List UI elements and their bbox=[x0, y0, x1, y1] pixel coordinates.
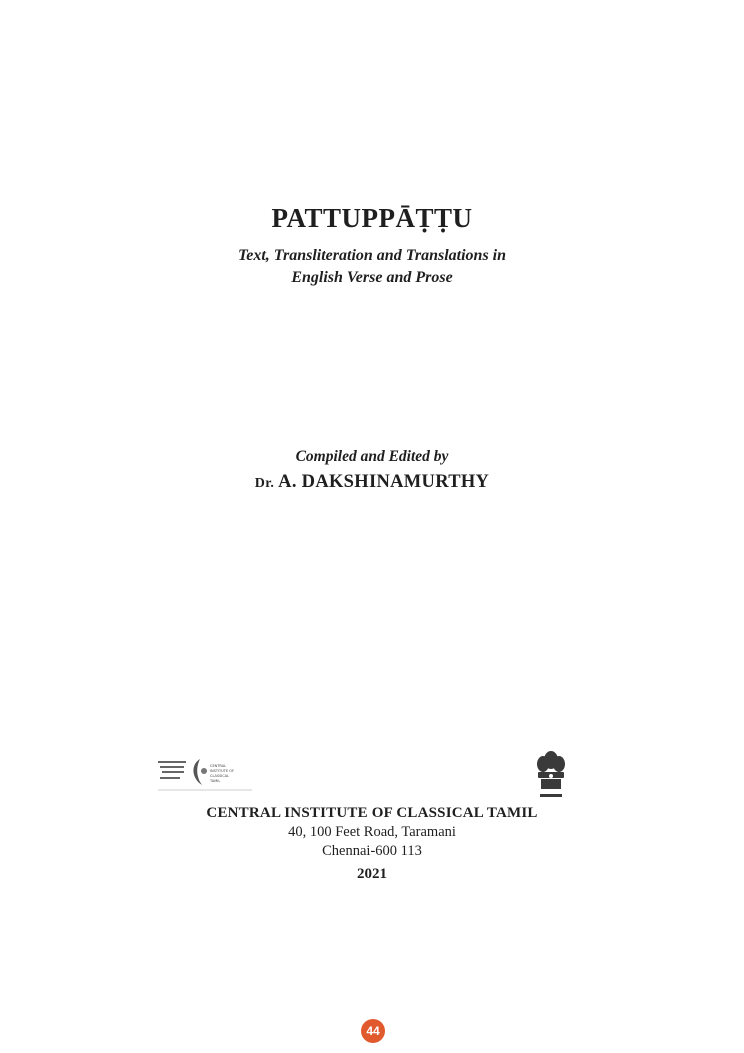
author-name bbox=[0, 472, 744, 493]
logo-text-3: CLASSICAL bbox=[210, 774, 230, 778]
subtitle-line-2: English Verse and Prose bbox=[291, 269, 453, 286]
author-prefix: Dr. bbox=[254, 476, 275, 491]
address-line-2: Chennai-600 113 bbox=[322, 843, 422, 859]
author-name-text: A. DAKSHINAMURTHY bbox=[278, 472, 490, 492]
national-emblem-icon bbox=[532, 748, 570, 804]
book-subtitle bbox=[0, 245, 744, 289]
page-number-badge: 44 bbox=[361, 1019, 385, 1043]
publication-year: 2021 bbox=[357, 866, 387, 882]
address-line-1: 40, 100 Feet Road, Taramani bbox=[288, 824, 456, 840]
compiled-by-label: Compiled and Edited by bbox=[295, 448, 449, 465]
book-title: PATTUPPĀṬṬU bbox=[271, 203, 473, 233]
institute-logo bbox=[156, 755, 256, 795]
logo-text-4: TAMIL bbox=[210, 779, 221, 783]
logo-text-2: INSTITUTE OF bbox=[210, 769, 234, 773]
institute-name: CENTRAL INSTITUTE OF CLASSICAL TAMIL bbox=[206, 805, 538, 821]
subtitle-line-1: Text, Transliteration and Translations in bbox=[237, 247, 507, 264]
logo-text-1: CENTRAL bbox=[210, 764, 227, 768]
